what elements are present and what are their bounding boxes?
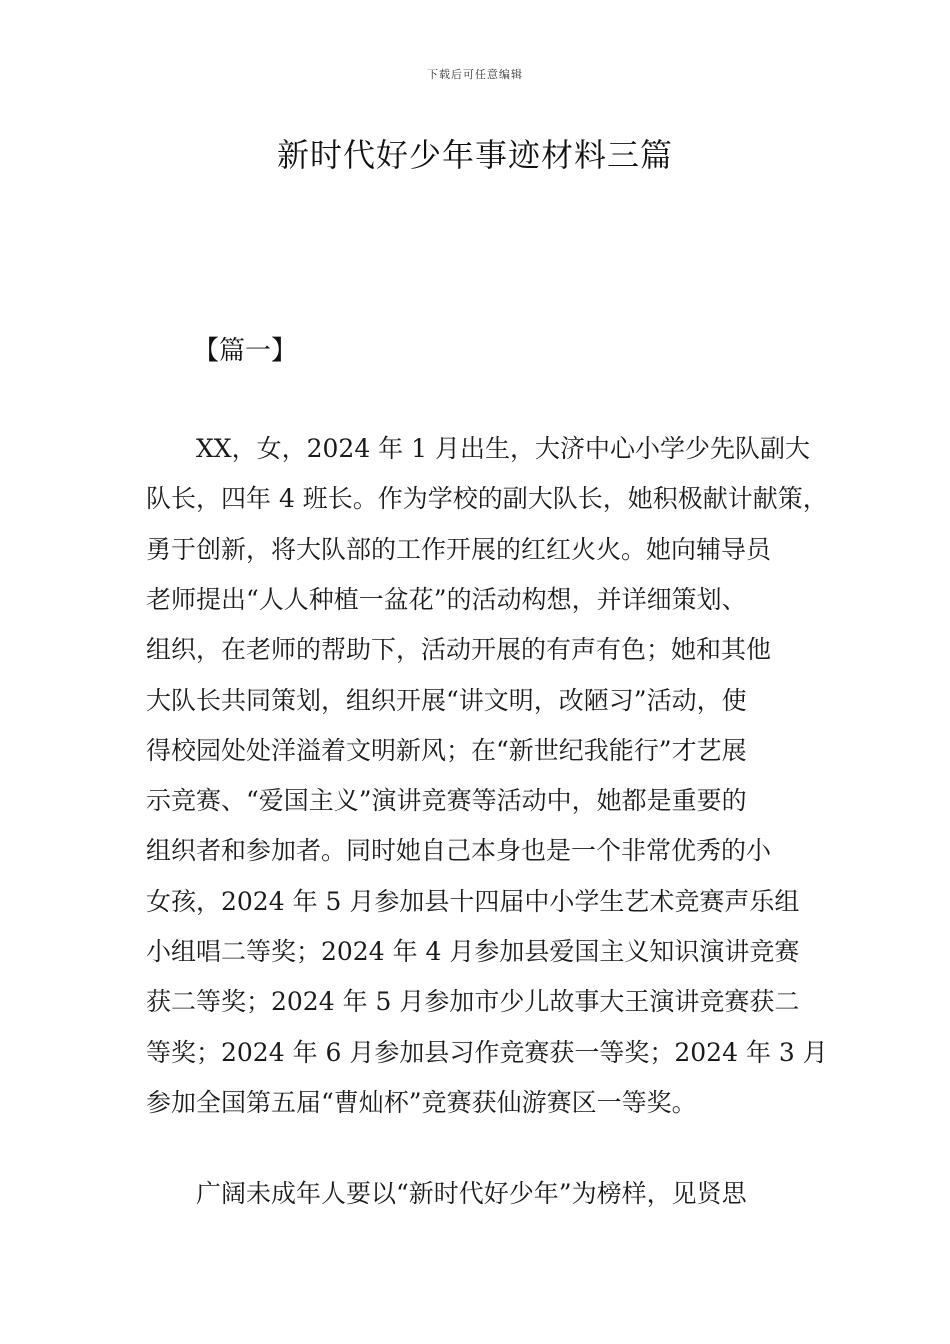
paragraph1-line: 大队长共同策划，组织开展“讲文明，改陋习”活动，使: [146, 685, 747, 715]
paragraph1-line: 老师提出“人人种植一盆花”的活动构想，并详细策划、: [146, 584, 747, 614]
paragraph1-line: 组织，在老师的帮助下，活动开展的有声有色；她和其他: [146, 635, 772, 665]
paragraph1-line: 示竞赛、“爱国主义”演讲竞赛等活动中，她都是重要的: [146, 786, 747, 816]
paragraph1-line: 女孩，2024 年 5 月参加县十四届中小学生艺术竞赛声乐组: [146, 886, 800, 916]
document-title: 新时代好少年事迹材料三篇: [276, 136, 673, 174]
paragraph1-line: 队长，四年 4 班长。作为学校的副大队长，她积极献计献策，: [146, 484, 828, 514]
section-heading: 【篇一】: [193, 336, 298, 366]
paragraph1-line: 获二等奖；2024 年 5 月参加市少儿故事大王演讲竞赛获二: [146, 987, 800, 1017]
paragraph1-line: 组织者和参加者。同时她自己本身也是一个非常优秀的小: [146, 836, 772, 866]
paragraph2-line: 广阔未成年人要以“新时代好少年”为榜样，见贤思: [196, 1179, 747, 1208]
paragraph1-line: 勇于创新，将大队部的工作开展的红红火火。她向辅导员: [146, 534, 772, 564]
paragraph1-line: 小组唱二等奖；2024 年 4 月参加县爱国主义知识演讲竞赛: [146, 937, 800, 966]
header-note: 下载后可任意编辑: [427, 68, 523, 81]
paragraph1-line: 等奖；2024 年 6 月参加县习作竞赛获一等奖；2024 年 3 月: [146, 1037, 828, 1067]
paragraph1-line: XX，女，2024 年 1 月出生，大济中心小学少先队副大: [196, 434, 810, 463]
paragraph1-line: 得校园处处洋溢着文明新风；在“新世纪我能行”才艺展: [146, 735, 747, 765]
paragraph1-line: 参加全国第五届“曹灿杯”竞赛获仙游赛区一等奖。: [146, 1087, 697, 1117]
